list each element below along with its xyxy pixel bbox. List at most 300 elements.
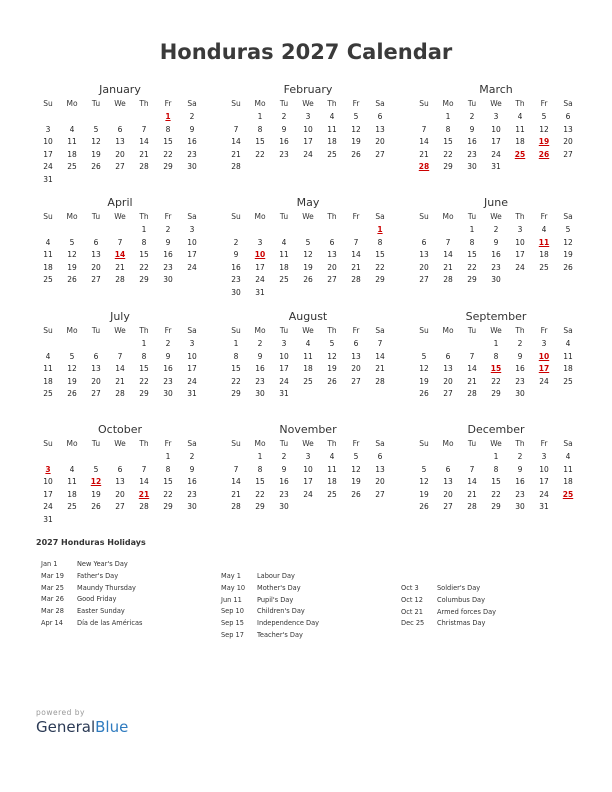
day-cell: 30 [255,389,265,398]
day-cell: 7 [469,351,475,361]
weekday-header: Sa [563,439,573,448]
day-cell: 24 [43,502,53,511]
day-cell: 3 [517,225,523,234]
powered-by-text: powered by [36,708,85,717]
day-cell: 24 [539,376,549,386]
day-cell: 22 [443,149,453,159]
day-cell: 19 [91,149,101,159]
day-cell: 22 [491,376,501,386]
day-cell: 21 [443,262,453,272]
day-cell: 16 [163,364,173,373]
day-cell: 5 [69,237,75,247]
day-cell: 24 [43,162,53,171]
weekday-header: Tu [91,212,101,221]
day-cell: 1 [141,225,147,234]
day-cell: 9 [189,464,195,474]
weekday-header: Sa [563,326,573,335]
day-cell: 29 [375,275,385,284]
day-cell: 3 [45,124,51,134]
weekday-header: Tu [279,99,289,108]
day-cell: 25 [327,489,337,499]
day-cell: 2 [165,225,171,234]
empty-day-cell [412,338,436,351]
day-cell: 6 [329,237,335,247]
day-cell: 30 [187,502,197,511]
day-cell: 29 [163,162,173,171]
day-cell: 1 [233,339,239,348]
day-cell: 27 [563,149,573,159]
weekday-header: Sa [187,212,197,221]
day-cell: 5 [421,464,427,474]
day-cell: 29 [231,389,241,398]
day-cell: 28 [467,389,477,398]
day-cell: 10 [43,477,53,486]
weekday-header: Su [419,212,429,221]
empty-day-cell [344,224,368,237]
day-cell: 29 [491,389,501,398]
holiday-row [221,571,319,583]
day-cell: 5 [305,237,311,247]
weekday-header: We [490,326,502,335]
day-cell: 25 [563,376,573,386]
day-cell: 13 [91,364,101,373]
holiday-name: Good Friday [77,595,117,604]
day-cell: 30 [163,389,173,398]
weekday-header: Mo [254,439,266,448]
day-cell: 29 [139,389,149,398]
day-cell: 30 [231,287,241,297]
holiday-name: Teacher's Day [257,630,303,639]
day-cell: 20 [563,137,573,146]
day-cell: 11 [563,464,573,474]
weekday-header: Fr [164,439,172,448]
day-cell: 31 [187,389,197,398]
weekday-header: We [490,99,502,108]
weekday-header: Sa [187,99,197,108]
day-cell: 24 [255,275,265,284]
day-cell: 5 [353,112,359,121]
day-cell: 21 [115,262,125,272]
holiday-day-cell: 28 [418,162,430,171]
weekday-header: Fr [540,326,548,335]
day-cell: 9 [517,464,523,474]
holiday-row [401,607,496,619]
empty-day-cell [460,338,484,351]
day-cell: 30 [279,502,289,511]
day-cell: 22 [255,149,265,159]
day-cell: 9 [281,464,287,474]
day-cell: 6 [117,464,123,474]
month-day-grid [36,210,204,287]
day-cell: 3 [257,237,263,247]
day-cell: 29 [255,502,265,511]
holiday-date: May 10 [221,583,246,592]
month-name: November [279,423,337,436]
day-cell: 25 [43,275,53,284]
holiday-row [41,559,142,571]
weekday-header: Th [515,212,525,221]
day-cell: 15 [163,477,173,486]
day-cell: 11 [515,124,525,134]
day-cell: 9 [257,351,263,361]
holiday-day-cell: 15 [490,364,502,373]
day-cell: 26 [327,376,337,386]
month-april [36,195,204,287]
day-cell: 23 [187,489,197,499]
empty-day-cell [84,338,108,351]
holiday-name: Columbus Day [437,595,485,604]
month-day-grid [412,97,580,174]
day-cell: 26 [67,275,77,284]
day-cell: 23 [515,489,525,499]
day-cell: 26 [351,149,361,159]
day-cell: 17 [187,364,197,373]
day-cell: 24 [515,262,525,272]
month-december [412,422,580,514]
day-cell: 2 [517,339,523,348]
day-cell: 4 [329,112,335,121]
day-cell: 1 [165,452,171,461]
day-cell: 11 [563,351,573,361]
weekday-header: Tu [279,212,289,221]
empty-day-cell [36,224,60,237]
day-cell: 24 [187,262,197,272]
holiday-row [221,630,319,642]
day-cell: 30 [515,502,525,511]
weekday-header: Th [327,439,337,448]
month-name: September [465,310,527,323]
day-cell: 23 [187,149,197,159]
empty-day-cell [108,338,132,351]
month-name: October [97,423,143,436]
day-cell: 10 [515,237,525,247]
weekday-header: Su [43,439,53,448]
weekday-header: Fr [540,212,548,221]
day-cell: 4 [69,124,75,134]
day-cell: 31 [491,162,501,171]
holiday-name: Easter Sunday [77,607,125,616]
day-cell: 7 [233,464,239,474]
day-cell: 20 [351,364,361,373]
day-cell: 11 [67,477,77,486]
weekday-header: Sa [375,326,385,335]
day-cell: 6 [117,124,123,134]
holiday-day-cell: 3 [45,464,51,474]
holiday-row [41,571,142,583]
holiday-date: May 1 [221,572,241,580]
day-cell: 31 [279,389,289,398]
day-cell: 7 [353,237,359,247]
weekday-header: Tu [91,326,101,335]
day-cell: 7 [469,464,475,474]
day-cell: 22 [139,376,149,386]
day-cell: 27 [91,275,101,284]
day-cell: 13 [563,124,573,134]
day-cell: 1 [469,225,475,234]
day-cell: 16 [187,477,197,486]
day-cell: 26 [351,489,361,499]
day-cell: 17 [515,250,525,259]
day-cell: 16 [255,364,265,373]
day-cell: 18 [327,477,337,486]
weekday-header: Mo [66,212,78,221]
month-name: May [296,196,320,209]
empty-day-cell [224,111,248,124]
empty-day-cell [84,224,108,237]
day-cell: 12 [327,351,337,361]
day-cell: 13 [327,250,337,259]
weekday-header: Th [515,326,525,335]
holiday-date: Dec 25 [401,619,425,628]
day-cell: 3 [189,225,195,234]
weekday-header: Su [43,326,53,335]
weekday-header: Sa [187,439,197,448]
day-cell: 8 [141,351,147,361]
day-cell: 21 [231,489,241,499]
day-cell: 8 [469,237,475,247]
empty-day-cell [320,224,344,237]
empty-day-cell [60,338,84,351]
day-cell: 23 [491,262,501,272]
weekday-header: Su [43,212,53,221]
day-cell: 8 [493,351,499,361]
holiday-day-cell: 11 [538,237,550,247]
day-cell: 13 [443,477,453,486]
day-cell: 15 [491,477,501,486]
day-cell: 10 [279,351,289,361]
day-cell: 18 [327,137,337,146]
day-cell: 26 [91,162,101,171]
holiday-row [41,618,142,630]
day-cell: 20 [115,149,125,159]
empty-day-cell [36,451,60,464]
day-cell: 2 [517,452,523,461]
day-cell: 19 [563,250,573,259]
day-cell: 13 [375,464,385,474]
empty-day-cell [132,111,156,124]
day-cell: 12 [419,364,429,373]
weekday-header: Tu [279,326,289,335]
day-cell: 17 [43,149,53,159]
weekday-header: Mo [254,99,266,108]
day-cell: 16 [163,250,173,259]
day-cell: 14 [139,477,149,486]
day-cell: 14 [467,477,477,486]
month-day-grid [36,324,204,401]
holiday-date: Sep 10 [221,607,244,616]
weekday-header: We [302,212,314,221]
day-cell: 12 [91,137,101,146]
day-cell: 16 [491,250,501,259]
empty-day-cell [436,338,460,351]
holiday-day-cell: 25 [562,489,574,499]
weekday-header: Mo [442,212,454,221]
day-cell: 11 [327,124,337,134]
holiday-name: Mother's Day [257,583,301,592]
day-cell: 19 [419,489,429,499]
day-cell: 9 [233,250,239,259]
weekday-header: Tu [467,439,477,448]
day-cell: 17 [303,477,313,486]
holidays-heading: 2027 Honduras Holidays [36,538,146,547]
day-cell: 5 [353,452,359,461]
weekday-header: We [114,326,126,335]
day-cell: 15 [231,364,241,373]
holiday-name: Independence Day [257,619,320,628]
day-cell: 10 [303,464,313,474]
holiday-name: Christmas Day [437,619,486,628]
day-cell: 15 [139,364,149,373]
month-february [224,82,392,174]
day-cell: 7 [117,351,123,361]
weekday-header: Th [327,326,337,335]
day-cell: 28 [443,275,453,284]
empty-day-cell [108,224,132,237]
day-cell: 21 [231,149,241,159]
day-cell: 25 [279,275,289,284]
empty-day-cell [412,111,436,124]
day-cell: 30 [163,275,173,284]
month-day-grid [412,324,580,401]
day-cell: 19 [351,137,361,146]
holiday-name: Labour Day [257,572,295,580]
day-cell: 18 [279,262,289,272]
weekday-header: Mo [66,99,78,108]
month-january [36,82,204,186]
day-cell: 12 [303,250,313,259]
holiday-row [401,583,496,595]
holiday-day-cell: 10 [538,351,550,361]
logo-blue-text: Blue [95,718,129,736]
day-cell: 23 [467,149,477,159]
day-cell: 12 [67,364,77,373]
day-cell: 13 [115,137,125,146]
weekday-header: We [490,439,502,448]
month-september [412,309,580,401]
weekday-header: Fr [352,326,360,335]
holiday-date: Jan 1 [41,560,58,568]
day-cell: 1 [141,339,147,348]
holiday-date: Mar 19 [41,571,64,580]
day-cell: 2 [189,112,195,121]
holiday-date: Sep 17 [221,630,244,639]
day-cell: 24 [303,489,313,499]
day-cell: 7 [141,464,147,474]
holiday-date: Oct 21 [401,607,423,616]
day-cell: 18 [43,376,53,386]
day-cell: 14 [443,250,453,259]
weekday-header: Su [231,326,241,335]
day-cell: 11 [43,250,53,259]
day-cell: 19 [327,364,337,373]
day-cell: 31 [43,174,53,184]
day-cell: 21 [467,489,477,499]
day-cell: 21 [115,376,125,386]
brand-footer [36,708,128,736]
day-cell: 21 [419,149,429,159]
day-cell: 7 [445,237,451,247]
day-cell: 20 [443,489,453,499]
holiday-row [221,606,319,618]
day-cell: 16 [231,262,241,272]
day-cell: 17 [279,364,289,373]
holiday-row [41,606,142,618]
empty-day-cell [224,224,248,237]
day-cell: 22 [139,262,149,272]
weekday-header: Tu [91,99,101,108]
month-june [412,195,580,287]
day-cell: 5 [541,112,547,121]
weekday-header: Mo [442,326,454,335]
day-cell: 22 [491,489,501,499]
day-cell: 12 [419,477,429,486]
weekday-header: Sa [375,99,385,108]
day-cell: 28 [351,275,361,284]
holiday-column [221,571,319,642]
day-cell: 20 [375,477,385,486]
day-cell: 18 [563,477,573,486]
day-cell: 13 [91,250,101,259]
holiday-date: Mar 26 [41,595,64,604]
day-cell: 2 [469,112,475,121]
day-cell: 8 [165,464,171,474]
weekday-header: Su [43,99,53,108]
day-cell: 4 [565,452,571,461]
day-cell: 22 [163,489,173,499]
day-cell: 15 [255,477,265,486]
day-cell: 27 [115,162,125,171]
day-cell: 16 [279,137,289,146]
day-cell: 31 [539,502,549,511]
holiday-name: New Year's Day [77,560,128,568]
weekday-header: Su [419,326,429,335]
day-cell: 22 [163,149,173,159]
day-cell: 10 [303,124,313,134]
day-cell: 13 [115,477,125,486]
day-cell: 3 [305,112,311,121]
day-cell: 16 [187,137,197,146]
empty-day-cell [60,451,84,464]
empty-day-cell [84,111,108,124]
day-cell: 10 [491,124,501,134]
day-cell: 30 [491,275,501,284]
day-cell: 29 [443,162,453,171]
weekday-header: Su [231,212,241,221]
day-cell: 27 [375,149,385,159]
day-cell: 29 [491,502,501,511]
day-cell: 13 [351,351,361,361]
month-november [224,422,392,514]
day-cell: 6 [377,452,383,461]
empty-day-cell [460,451,484,464]
weekday-header: Tu [467,212,477,221]
day-cell: 19 [67,376,77,386]
day-cell: 14 [139,137,149,146]
day-cell: 12 [563,237,573,247]
day-cell: 7 [141,124,147,134]
day-cell: 14 [231,477,241,486]
day-cell: 14 [115,364,125,373]
day-cell: 24 [539,489,549,499]
month-august [224,309,392,401]
month-name: March [479,83,513,96]
day-cell: 8 [257,464,263,474]
holiday-row [221,618,319,630]
month-may [224,195,392,299]
day-cell: 7 [377,339,383,348]
day-cell: 15 [163,137,173,146]
holiday-date: Jun 11 [221,595,242,604]
